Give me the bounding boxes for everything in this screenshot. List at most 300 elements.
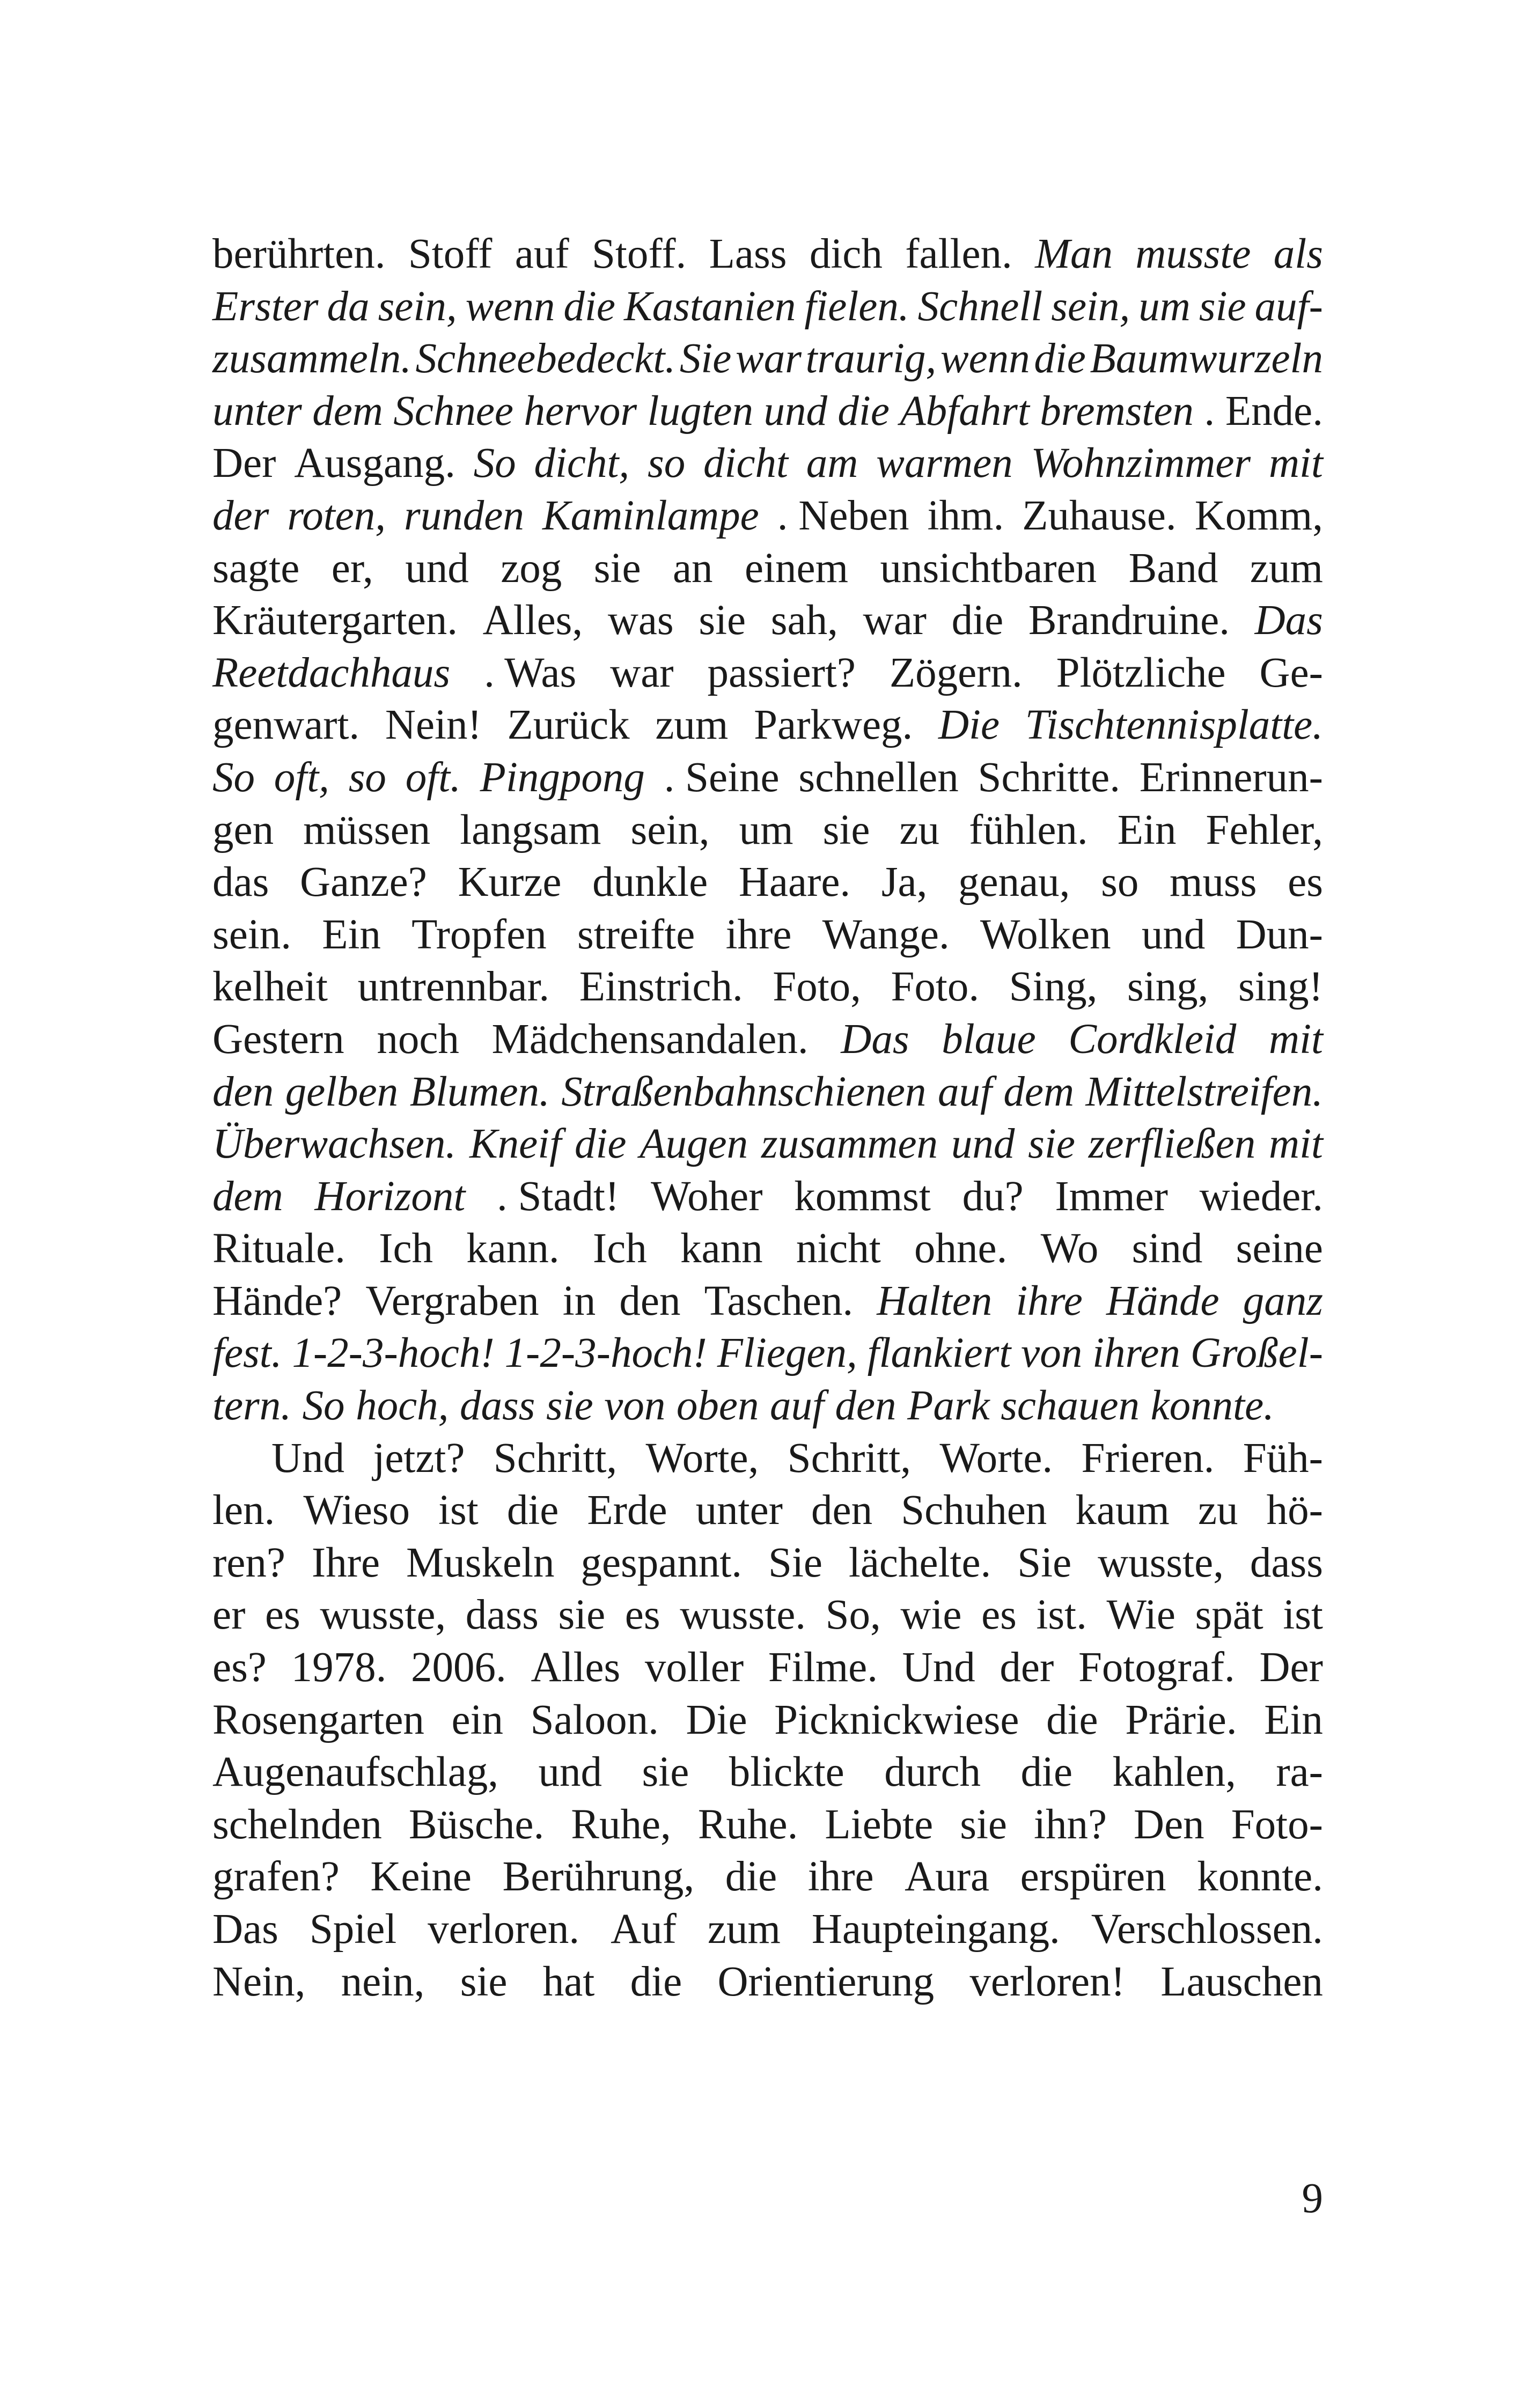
word: Fliegen, [717, 1330, 857, 1377]
word: dicht, [534, 440, 630, 487]
word: die [725, 1853, 777, 1901]
word: oben [676, 1382, 759, 1430]
word: mit [1268, 440, 1323, 487]
word: dich [809, 231, 883, 277]
word: . Seine [664, 754, 780, 801]
word: es [981, 1592, 1017, 1639]
word: jetzt? [373, 1434, 465, 1482]
word: und [951, 1121, 1015, 1168]
word: Fehler, [1206, 806, 1323, 853]
word: so [348, 754, 386, 801]
word: ihre [725, 911, 792, 958]
word: passiert? [707, 649, 856, 696]
word: Berührung, [502, 1853, 695, 1901]
word: Woher [650, 1173, 763, 1220]
word: Zurück [507, 702, 630, 749]
word: kahlen, [1112, 1749, 1236, 1796]
word: Nein! [385, 702, 482, 749]
text-line [212, 1223, 1323, 1275]
word: . Ende. [1204, 387, 1323, 435]
word: blaue [942, 1015, 1036, 1063]
word: Das [841, 1015, 909, 1063]
word: Park [907, 1382, 990, 1430]
word: Haare. [738, 859, 851, 906]
word: spät [1195, 1592, 1263, 1639]
word: zerfließen [1088, 1121, 1256, 1168]
text-line [212, 909, 1323, 961]
word: noch [377, 1015, 459, 1063]
word: 1-2-3-hoch! [292, 1330, 495, 1377]
text-line [212, 1013, 1323, 1066]
word: Wohnzimmer [1031, 440, 1251, 487]
word: So, [825, 1592, 881, 1639]
text-line [212, 1118, 1323, 1170]
word: Wieso [303, 1487, 410, 1534]
word: den [811, 1487, 873, 1534]
word: Spiel [309, 1906, 397, 1953]
word: Frieren. [1081, 1434, 1215, 1482]
word: Liebte [825, 1801, 934, 1848]
word: langsam [460, 806, 601, 853]
word: Alles [531, 1644, 621, 1691]
word: es [1288, 859, 1323, 906]
word: Erinnerun- [1139, 754, 1323, 801]
word: Einstrich. [579, 963, 743, 1011]
word: Dun- [1236, 911, 1323, 958]
word: musste [1135, 231, 1251, 277]
word: Schnee [393, 387, 513, 435]
word: So [302, 1382, 345, 1430]
word: gespannt. [581, 1539, 743, 1586]
word: zusammen [761, 1121, 938, 1168]
word: Sie [768, 1539, 822, 1586]
text-line [212, 1170, 1323, 1223]
word: dunkle [592, 859, 708, 906]
word: Ein [1264, 1696, 1323, 1743]
word: sie [699, 597, 746, 644]
word: Ja, [881, 859, 928, 906]
word: war [863, 597, 927, 644]
word: Kurze [458, 859, 562, 906]
word: erspüren [1020, 1853, 1166, 1901]
word: Tropfen [412, 911, 547, 958]
word: hervor [524, 387, 637, 435]
word: voller [644, 1644, 744, 1691]
word: berührten. [212, 231, 386, 277]
word: bremsten [1040, 387, 1194, 435]
text-line [212, 1589, 1323, 1641]
word: den [835, 1382, 897, 1430]
word: Wange. [822, 911, 950, 958]
word: verloren! [969, 1958, 1125, 2005]
word: untrennbar. [357, 963, 550, 1011]
word: Büsche. [408, 1801, 545, 1848]
word: der [212, 492, 269, 539]
word: Ein [322, 911, 381, 958]
word: Cordkleid [1068, 1015, 1237, 1063]
word: Füh- [1243, 1434, 1323, 1482]
word: Kastanien [623, 283, 796, 330]
word: sein, [378, 283, 457, 330]
word: Hände [1106, 1277, 1219, 1324]
word: ihre [807, 1853, 874, 1901]
word: Schneebedeckt. [415, 335, 676, 382]
word: es [264, 1592, 300, 1639]
word: 1978. [291, 1644, 387, 1691]
word: ein [451, 1696, 504, 1743]
word: hö- [1266, 1487, 1323, 1534]
text-line [212, 1746, 1323, 1799]
body-text [212, 228, 1323, 2008]
word: Ein [1117, 806, 1177, 853]
word: fest. [212, 1330, 282, 1377]
word: auf [515, 231, 569, 277]
word: Wie [1106, 1592, 1175, 1639]
text-line [212, 856, 1323, 909]
word: flankiert [867, 1330, 1011, 1377]
word: sie [558, 1592, 606, 1639]
text-line [212, 1066, 1323, 1118]
text-line [212, 1799, 1323, 1851]
word: So [212, 754, 255, 801]
word: Nein, [212, 1958, 306, 2005]
word: mit [1269, 1121, 1323, 1168]
word: ganz [1243, 1277, 1323, 1324]
word: Die [938, 702, 1000, 749]
word: verloren. [428, 1906, 580, 1953]
word: Erster [212, 283, 319, 330]
word: in [562, 1277, 596, 1324]
word: ren? [212, 1539, 285, 1586]
word: Immer [1055, 1173, 1168, 1220]
word: zog [501, 544, 562, 592]
word: Lauschen [1160, 1958, 1323, 2005]
word: du? [962, 1173, 1024, 1220]
word: muss [1170, 859, 1257, 906]
text-line [212, 281, 1323, 333]
word: Filme. [768, 1644, 878, 1691]
word: lächelte. [848, 1539, 991, 1586]
word: genwart. [212, 702, 360, 749]
text-line [212, 385, 1323, 438]
word: die [506, 1487, 559, 1534]
word: Schritte. [978, 754, 1120, 801]
word: er [212, 1592, 246, 1639]
word: Wolken [980, 911, 1111, 958]
word: Ihre [311, 1539, 380, 1586]
word: Ich [379, 1225, 433, 1272]
word: Foto. [891, 963, 980, 1011]
word: unsichtbaren [880, 544, 1097, 592]
word: sie [1028, 1121, 1075, 1168]
word: und [538, 1749, 602, 1796]
word: zu [1197, 1487, 1238, 1534]
word: ohne. [914, 1225, 1008, 1272]
word: Saloon. [530, 1696, 659, 1743]
page-number: 9 [1302, 2175, 1323, 2222]
word: roten, [287, 492, 386, 539]
word: nicht [796, 1225, 881, 1272]
word: den [619, 1277, 681, 1324]
word: Wo [1040, 1225, 1099, 1272]
word: Hände? [212, 1277, 342, 1324]
word: Haupteingang. [811, 1906, 1060, 1953]
word: grafen? [212, 1853, 340, 1901]
word: durch [884, 1749, 981, 1796]
word: wieder. [1199, 1173, 1323, 1220]
word: Stoff [408, 231, 493, 277]
word: wie [900, 1592, 962, 1639]
word: sie [822, 806, 870, 853]
word: Kneif [469, 1121, 562, 1168]
text-line [212, 961, 1323, 1013]
word: wusste. [680, 1592, 806, 1639]
word: Blumen. [409, 1068, 550, 1115]
word: konnte. [1150, 1382, 1274, 1430]
text-line [212, 437, 1323, 490]
word: sagte [212, 544, 300, 592]
word: lugten [647, 387, 753, 435]
word: am [806, 440, 858, 487]
word: von [604, 1382, 666, 1430]
word: auf- [1254, 283, 1323, 330]
text-line [212, 1903, 1323, 1956]
word: sein, [1051, 283, 1130, 330]
word: unter [695, 1487, 783, 1534]
word: sie [593, 544, 641, 592]
word: als [1273, 231, 1323, 277]
word: Das [1254, 597, 1323, 644]
word: wusste, [1098, 1539, 1224, 1586]
word: Orientierung [717, 1958, 935, 2005]
word: tern. [212, 1382, 292, 1430]
word: ist [438, 1487, 479, 1534]
word: ra- [1276, 1749, 1323, 1796]
word: zum [655, 702, 729, 749]
text-line [212, 699, 1323, 752]
word: ihre [1016, 1277, 1083, 1324]
word: kaum [1075, 1487, 1170, 1534]
word: dass [1250, 1539, 1323, 1586]
word: Sie [679, 335, 732, 382]
word: Mädchensandalen. [491, 1015, 809, 1063]
word: war [610, 649, 674, 696]
word: Augenaufschlag, [212, 1749, 499, 1796]
word: Auf [611, 1906, 677, 1953]
word: Halten [877, 1277, 993, 1324]
word: die [951, 597, 1004, 644]
word: Kaminlampe [542, 492, 759, 539]
word: Ge- [1259, 649, 1323, 696]
word: die [574, 1121, 627, 1168]
word: zum [707, 1906, 781, 1953]
word: da [327, 283, 370, 330]
word: zu [899, 806, 940, 853]
text-line [212, 228, 1323, 281]
word: Alles, [482, 597, 583, 644]
word: zusammeln. [212, 335, 412, 382]
text-line [212, 1694, 1323, 1747]
word: Zögern. [889, 649, 1023, 696]
word: kommst [794, 1173, 931, 1220]
word: Straßenbahnschienen [561, 1068, 927, 1115]
word: Reetdachhaus [212, 649, 451, 696]
word: Schnell [917, 283, 1043, 330]
word: war [736, 335, 802, 382]
word: Die [686, 1696, 747, 1743]
word: an [672, 544, 713, 592]
word: Plötzliche [1056, 649, 1226, 696]
word: es? [212, 1644, 267, 1691]
word: fielen. [804, 283, 909, 330]
word: seine [1236, 1225, 1323, 1272]
word: Abfahrt [900, 387, 1030, 435]
word: 2006. [411, 1644, 506, 1691]
word: sind [1131, 1225, 1203, 1272]
word: ihren [1092, 1330, 1180, 1377]
word: Ausgang. [294, 440, 455, 487]
word: Worte. [939, 1434, 1053, 1482]
word: So [473, 440, 516, 487]
word: streifte [577, 911, 695, 958]
word: Foto, [773, 963, 861, 1011]
word: dass [465, 1592, 539, 1639]
word: Sing, [1009, 963, 1098, 1011]
word: . Neben [777, 492, 909, 539]
word: gelben [285, 1068, 399, 1115]
word: Ganze? [299, 859, 427, 906]
word: Großel- [1190, 1330, 1323, 1377]
word: die [1034, 335, 1086, 382]
word: es [624, 1592, 660, 1639]
word: Der [1259, 1644, 1323, 1691]
word: Tischtennisplatte. [1025, 702, 1323, 749]
word: so [1101, 859, 1139, 906]
text-line [212, 1851, 1323, 1903]
word: Rosengarten [212, 1696, 424, 1743]
word: Parkweg. [754, 702, 913, 749]
text-line [212, 1484, 1323, 1537]
text-line [212, 333, 1323, 385]
text-line [212, 594, 1323, 647]
text-line [212, 490, 1323, 542]
word: oft. [405, 754, 461, 801]
word: Mittelstreifen. [1085, 1068, 1323, 1115]
word: sie [642, 1749, 689, 1796]
word: Ruhe, [571, 1801, 671, 1848]
word: das [212, 859, 269, 906]
word: fühlen. [969, 806, 1088, 853]
word: dem [312, 387, 383, 435]
word: ist [1283, 1592, 1323, 1639]
text-line [212, 804, 1323, 857]
word: sie [1199, 283, 1246, 330]
word: Baumwurzeln [1090, 335, 1323, 382]
word: Verschlossen. [1091, 1906, 1323, 1953]
word: warmen [876, 440, 1013, 487]
word: Taschen. [704, 1277, 854, 1324]
word: Worte, [645, 1434, 759, 1482]
word: und [405, 544, 469, 592]
word: Schuhen [901, 1487, 1047, 1534]
word: Zuhause. [1022, 492, 1177, 539]
word: Keine [370, 1853, 472, 1901]
word: nein, [341, 1958, 425, 2005]
word: die [1020, 1749, 1073, 1796]
word: Und [271, 1434, 345, 1482]
word: Schritt, [493, 1434, 618, 1482]
word: wenn [940, 335, 1030, 382]
word: Picknickwiese [774, 1696, 1019, 1743]
word: Der [212, 440, 276, 487]
word: runden [404, 492, 524, 539]
word: unter [212, 387, 302, 435]
word: die [1046, 1696, 1098, 1743]
word: er, [331, 544, 373, 592]
word: mit [1269, 1015, 1323, 1063]
word: Den [1134, 1801, 1204, 1848]
word: 1-2-3-hoch! [504, 1330, 707, 1377]
word: sein. [212, 911, 292, 958]
word: Vergraben [365, 1277, 539, 1324]
text-line [212, 1275, 1323, 1328]
word: Fotograf. [1078, 1644, 1235, 1691]
word: hat [542, 1958, 595, 2005]
word: die [563, 283, 615, 330]
text-line [212, 1432, 1323, 1485]
word: sing! [1238, 963, 1323, 1011]
word: fallen. [905, 231, 1012, 277]
word: . Stadt! [497, 1173, 620, 1220]
text-line [212, 542, 1323, 595]
word: wenn [465, 283, 555, 330]
word: Foto- [1231, 1801, 1323, 1848]
word: gen [212, 806, 274, 853]
word: genau, [958, 859, 1070, 906]
word: dicht [703, 440, 788, 487]
word: sie [460, 1958, 508, 2005]
word: die [630, 1958, 682, 2005]
word: schauen [1001, 1382, 1140, 1430]
word: den [212, 1068, 274, 1115]
word: Horizont [314, 1173, 466, 1220]
word: Man [1035, 231, 1113, 277]
word: auf [769, 1382, 824, 1430]
word: Ich [592, 1225, 647, 1272]
word: dem [1003, 1068, 1075, 1115]
word: Komm, [1194, 492, 1323, 539]
word: Gestern [212, 1015, 344, 1063]
word: kann. [466, 1225, 560, 1272]
word: Das [212, 1906, 278, 1953]
text-line [212, 1641, 1323, 1694]
word: ist. [1036, 1592, 1087, 1639]
word: sein, [630, 806, 710, 853]
word: traurig, [805, 335, 937, 382]
word: Sie [1017, 1539, 1072, 1586]
word: schelnden [212, 1801, 382, 1848]
word: Überwachsen. [212, 1121, 457, 1168]
word: Band [1128, 544, 1218, 592]
word: auf [937, 1068, 992, 1115]
word: der [1000, 1644, 1054, 1691]
word: was [607, 597, 674, 644]
word: Aura [905, 1853, 990, 1901]
word: kelheit [212, 963, 328, 1011]
word: Ruhe. [697, 1801, 798, 1848]
word: oft, [274, 754, 329, 801]
word: einem [745, 544, 849, 592]
